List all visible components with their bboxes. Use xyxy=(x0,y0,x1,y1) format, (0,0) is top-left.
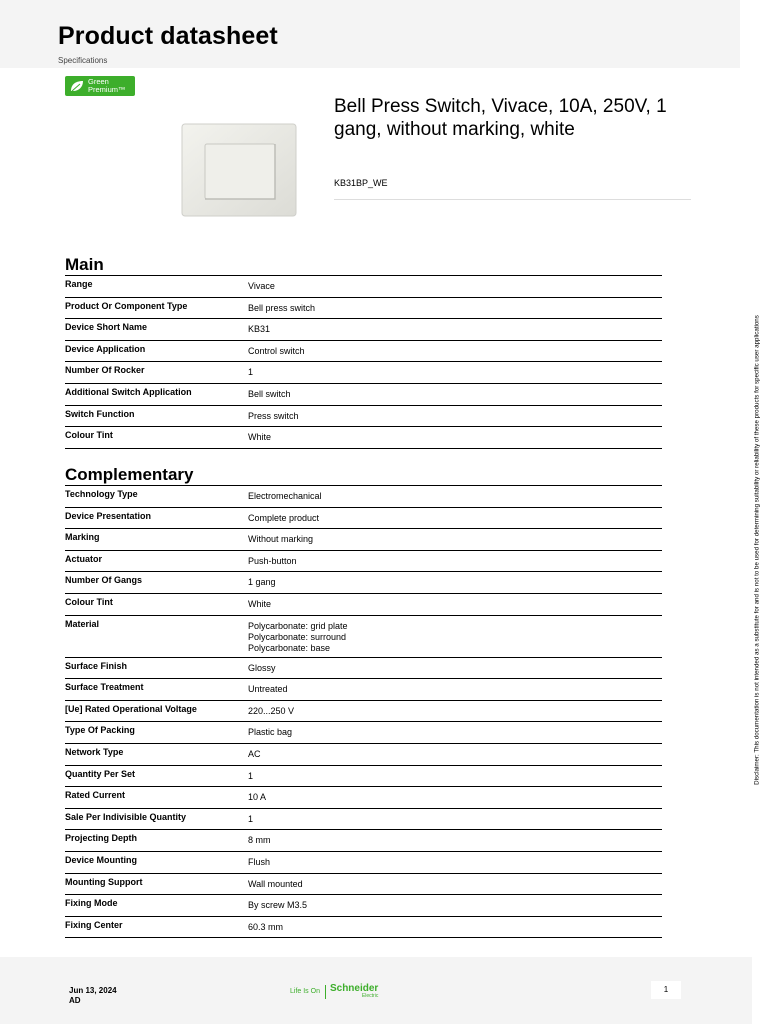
spec-row xyxy=(65,658,662,680)
spec-value: 220...250 V xyxy=(248,705,295,716)
spec-label: Surface Treatment xyxy=(65,682,144,693)
spec-value: Bell switch xyxy=(248,388,291,399)
spec-label: Marking xyxy=(65,532,100,543)
spec-label: Colour Tint xyxy=(65,430,113,441)
spec-row xyxy=(65,486,662,508)
schneider-logo xyxy=(290,984,378,999)
spec-label: Additional Switch Application xyxy=(65,386,192,397)
spec-value: Electromechanical xyxy=(248,491,322,501)
brand-block xyxy=(330,984,378,999)
spec-value: Bell press switch xyxy=(248,302,316,313)
page-number: 1 xyxy=(651,981,681,999)
spec-label: Switch Function xyxy=(65,408,135,419)
spec-value-line: Polycarbonate: grid plate xyxy=(248,620,348,631)
spec-label: Range xyxy=(65,279,93,289)
divider xyxy=(334,199,691,200)
product-reference: KB31BP_WE xyxy=(334,178,388,188)
spec-label: Actuator xyxy=(65,553,103,564)
header-band-edge xyxy=(740,0,768,68)
spec-value: Complete product xyxy=(248,512,320,523)
spec-value: Flush xyxy=(248,856,271,867)
spec-value: 1 xyxy=(248,367,254,378)
spec-row xyxy=(65,298,662,320)
spec-label: Fixing Mode xyxy=(65,898,118,909)
spec-label: Material xyxy=(65,618,100,629)
spec-value: 1 xyxy=(248,813,254,824)
footer-author: AD xyxy=(69,996,81,1005)
spec-row xyxy=(65,594,662,616)
spec-row xyxy=(65,406,662,428)
spec-row xyxy=(65,679,662,701)
page-title: Product datasheet xyxy=(58,22,278,50)
spec-value: Control switch xyxy=(248,345,305,356)
spec-row xyxy=(65,787,662,809)
badge-line-2: Premium™ xyxy=(88,85,126,94)
spec-label: Product Or Component Type xyxy=(65,300,188,311)
footer-date: Jun 13, 2024 xyxy=(69,986,117,995)
spec-value: Plastic bag xyxy=(248,727,293,738)
spec-value: Glossy xyxy=(248,662,276,673)
spec-label: [Ue] Rated Operational Voltage xyxy=(65,703,197,714)
spec-value: White xyxy=(248,432,272,443)
life-is-on-tagline: Life Is On xyxy=(290,988,320,995)
spec-label: Technology Type xyxy=(65,489,138,499)
spec-label: Device Short Name xyxy=(65,322,148,333)
spec-label: Number Of Gangs xyxy=(65,575,143,586)
spec-row xyxy=(65,319,662,341)
spec-row xyxy=(65,276,662,298)
disclaimer-text: Disclaimer: This documentation is not intended as a substitute for and is not to be used for determining suitability or reliability of these products for specific user applications xyxy=(753,315,761,785)
spec-value: By screw M3.5 xyxy=(248,900,308,911)
spec-value xyxy=(248,616,348,657)
spec-value-line: Polycarbonate: base xyxy=(248,642,331,653)
spec-label: Device Mounting xyxy=(65,854,138,865)
spec-row xyxy=(65,852,662,874)
spec-row xyxy=(65,722,662,744)
spec-label: Device Presentation xyxy=(65,510,152,521)
main-section xyxy=(65,255,662,449)
spec-value: Press switch xyxy=(248,410,299,421)
spec-row xyxy=(65,917,662,939)
spec-row xyxy=(65,551,662,573)
spec-row xyxy=(65,830,662,852)
leaf-icon xyxy=(69,79,85,93)
spec-label: Rated Current xyxy=(65,790,126,801)
spec-value: 10 A xyxy=(248,792,267,803)
spec-label: Colour Tint xyxy=(65,596,113,607)
spec-row xyxy=(65,895,662,917)
spec-label: Surface Finish xyxy=(65,660,128,671)
badge-line-1: Green xyxy=(88,77,109,86)
page-subtitle: Specifications xyxy=(58,56,108,65)
complementary-section-title: Complementary xyxy=(65,465,662,486)
spec-value: White xyxy=(248,598,272,609)
spec-value: 1 xyxy=(248,770,254,781)
complementary-section xyxy=(65,465,662,938)
spec-value: 60.3 mm xyxy=(248,921,284,932)
spec-value: 8 mm xyxy=(248,835,271,846)
spec-value: Push-button xyxy=(248,555,297,566)
spec-label: Network Type xyxy=(65,746,124,757)
spec-label: Mounting Support xyxy=(65,876,143,887)
spec-row xyxy=(65,384,662,406)
product-title: Bell Press Switch, Vivace, 10A, 250V, 1 gang, without marking, white xyxy=(334,96,667,140)
footer-date-block xyxy=(69,986,117,1006)
spec-value: AC xyxy=(248,748,261,759)
logo-separator xyxy=(325,985,326,999)
product-image xyxy=(170,112,310,232)
spec-value: Without marking xyxy=(248,534,314,545)
spec-value: KB31 xyxy=(248,324,271,335)
spec-value-line: Polycarbonate: surround xyxy=(248,631,347,642)
spec-row xyxy=(65,508,662,530)
green-premium-badge xyxy=(65,76,135,96)
spec-row xyxy=(65,874,662,896)
spec-row xyxy=(65,341,662,363)
spec-value: 1 gang xyxy=(248,577,276,588)
spec-label: Sale Per Indivisible Quantity xyxy=(65,811,187,822)
spec-label: Fixing Center xyxy=(65,919,123,930)
spec-label: Quantity Per Set xyxy=(65,768,136,779)
spec-row xyxy=(65,744,662,766)
main-spec-table xyxy=(65,276,662,449)
badge-text xyxy=(88,78,126,94)
spec-value: Vivace xyxy=(248,281,275,291)
spec-row xyxy=(65,701,662,723)
spec-row xyxy=(65,766,662,788)
complementary-spec-table xyxy=(65,486,662,938)
spec-value: Wall mounted xyxy=(248,878,303,889)
spec-row xyxy=(65,529,662,551)
spec-row xyxy=(65,362,662,384)
spec-label: Type Of Packing xyxy=(65,725,135,736)
spec-row xyxy=(65,616,662,658)
spec-label: Projecting Depth xyxy=(65,833,138,844)
spec-row xyxy=(65,809,662,831)
brand-sub: Electric xyxy=(361,993,379,999)
spec-value: Untreated xyxy=(248,684,288,695)
spec-label: Device Application xyxy=(65,343,146,354)
brand-name: Schneider xyxy=(329,983,379,994)
spec-row xyxy=(65,572,662,594)
spec-row xyxy=(65,427,662,449)
main-section-title: Main xyxy=(65,255,662,276)
spec-label: Number Of Rocker xyxy=(65,365,145,376)
